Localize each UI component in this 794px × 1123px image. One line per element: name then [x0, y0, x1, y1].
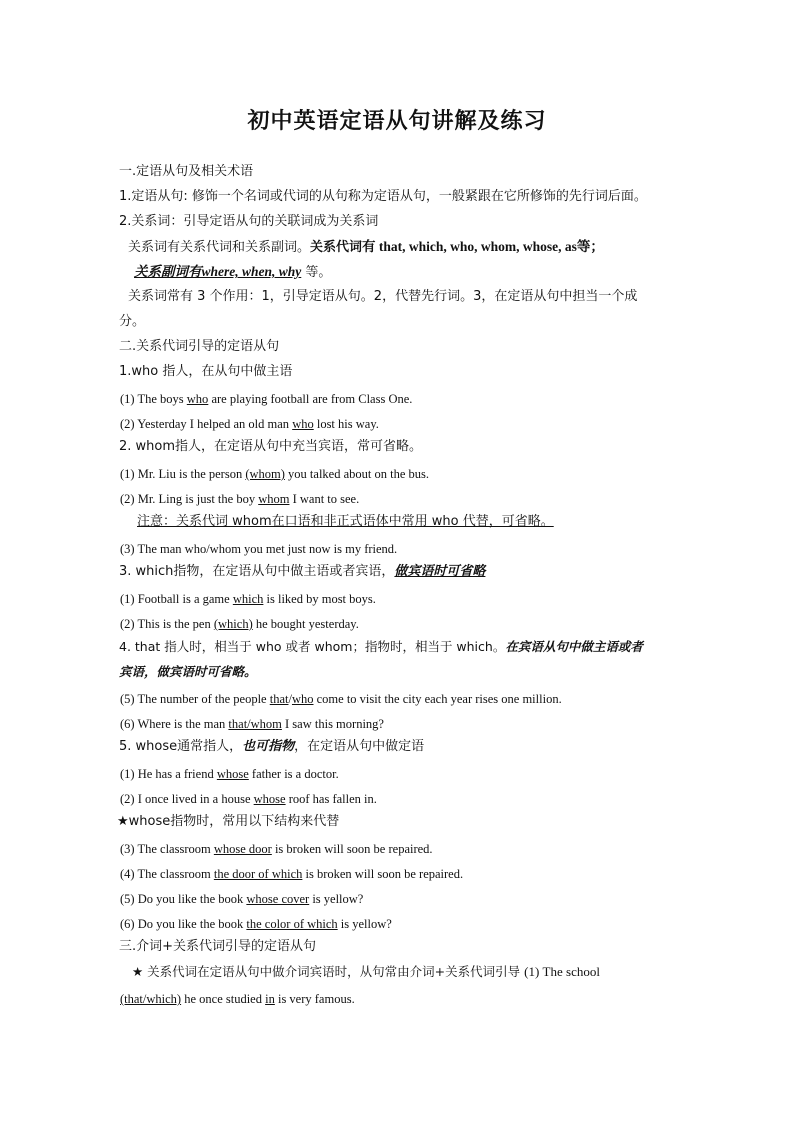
- example-sentence: (1) He has a friend whose father is a doctor.: [120, 767, 339, 781]
- whose-heading: 5. whose通常指人，也可指物，在定语从句中做定语: [119, 739, 425, 754]
- example-sentence: (4) The classroom the door of which is broken will soon be repaired.: [120, 867, 464, 881]
- example-sentence: (1) Football is a game which is liked by most boys.: [120, 592, 376, 606]
- that-heading-line-2: 宾语，做宾语时可省略。: [119, 664, 257, 679]
- section-3-heading: 三.介词+关系代词引导的定语从句: [119, 939, 317, 954]
- example-sentence: (5) Do you like the book whose cover is yellow?: [120, 892, 364, 906]
- example-sentence: (6) Do you like the book the color of which is yellow?: [120, 917, 392, 931]
- page-title: 初中英语定语从句讲解及练习: [247, 109, 547, 134]
- section-1-heading: 一.定语从句及相关术语: [119, 164, 254, 179]
- example-sentence: (2) Mr. Ling is just the boy whom I want to see.: [120, 492, 360, 506]
- example-sentence: (5) The number of the people that/who come to visit the city each year rises one million.: [120, 692, 562, 706]
- rel-pronoun-list: 有 that, which, who, whom, whose, as等；: [362, 239, 604, 254]
- definition-line-1: 1.定语从句: 修饰一个名词或代词的从句称为定语从句，一般紧跟在它所修饰的先行词后面。: [119, 189, 647, 204]
- star-note-preposition: ★ 关系代词在定语从句中做介词宾语时，从句常由介词+关系代词引导 (1) The school: [132, 964, 600, 979]
- example-sentence: (that/which) he once studied in is very famous.: [120, 992, 355, 1006]
- example-sentence: (1) Mr. Liu is the person (whom) you talked about on the bus.: [120, 467, 429, 481]
- whom-heading: 2. whom指人，在定语从句中充当宾语，常可省略。: [119, 439, 423, 454]
- example-sentence: (2) This is the pen (which) he bought yesterday.: [120, 617, 359, 631]
- definition-line-2: 2.关系词：引导定语从句的关联词成为关系词: [119, 214, 379, 229]
- which-heading: 3. which指物，在定语从句中做主语或者宾语，做宾语时可省略: [119, 564, 486, 579]
- section-2-heading: 二.关系代词引导的定语从句: [119, 339, 280, 354]
- roles-line-2: 分。: [119, 314, 146, 329]
- relative-words-line: [128, 238, 604, 257]
- star-note-whose: ★whose指物时，常用以下结构来代替: [117, 814, 340, 829]
- example-sentence: (6) Where is the man that/whom I saw this morning?: [120, 717, 384, 731]
- relative-adverbs-line: [134, 263, 331, 282]
- whose-emphasis: 也可指物: [242, 739, 295, 754]
- which-emphasis: 做宾语时可省略: [394, 564, 486, 579]
- example-sentence: (1) The boys who are playing football are from Class One.: [120, 392, 413, 406]
- that-emphasis: 在宾语从句中做主语或者: [505, 639, 643, 654]
- example-sentence: (2) I once lived in a house whose roof has fallen in.: [120, 792, 377, 806]
- example-sentence: (3) The man who/whom you met just now is my friend.: [120, 542, 398, 556]
- that-heading-line-1: 4. that 指人时，相当于 who 或者 whom；指物时，相当于 which。在宾语从句中做主语或者: [119, 639, 643, 654]
- rel-pronoun-term: 关系代词: [310, 240, 363, 255]
- example-sentence: (2) Yesterday I helped an old man who lost his way.: [120, 417, 379, 431]
- whom-note: 注意：关系代词 whom在口语和非正式语体中常用 who 代替，可省略。: [137, 514, 554, 529]
- rel-text-a: 关系词有关系代词和关系副词。: [128, 240, 311, 255]
- rel-adverb-list: 关系副词有where, when, why: [134, 264, 302, 279]
- example-sentence: (3) The classroom whose door is broken will soon be repaired.: [120, 842, 433, 856]
- who-heading: 1.who 指人，在从句中做主语: [119, 364, 293, 379]
- rel-adverb-tail: 等。: [301, 265, 332, 280]
- roles-line-1: 关系词常有 3 个作用：1，引导定语从句。2，代替先行词。3，在定语从句中担当一个成: [128, 289, 638, 304]
